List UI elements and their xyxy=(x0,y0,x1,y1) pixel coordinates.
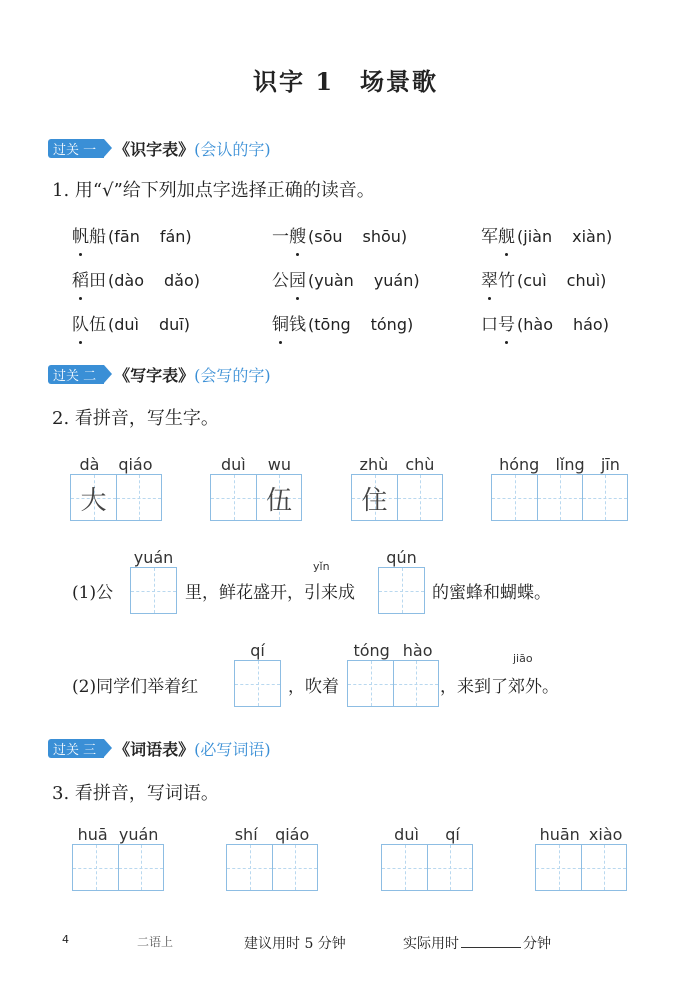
writing-cell[interactable] xyxy=(71,475,116,520)
pinyin-option-1[interactable]: dào xyxy=(114,271,144,290)
dotted-char: 翠 xyxy=(481,266,498,291)
pinyin-label: hóng lǐng jīn xyxy=(499,455,620,474)
sentence-1-start: (1)公 xyxy=(72,583,114,603)
char: 竹 xyxy=(498,271,515,291)
pinyin-options: (sōu shōu) xyxy=(308,227,408,246)
char: 田 xyxy=(89,271,106,291)
pinyin-option-1[interactable]: sōu xyxy=(314,227,343,246)
tianzige-grid xyxy=(381,844,473,891)
page-number: 4 xyxy=(62,933,69,946)
tianzige-grid xyxy=(70,474,162,521)
reading-choice-item xyxy=(481,266,606,291)
writing-cell[interactable] xyxy=(382,845,427,890)
writing-cell[interactable] xyxy=(256,475,301,520)
pinyin-option-2[interactable]: chuì xyxy=(566,271,601,290)
question-1-prompt: 1. 用“√”给下列加点字选择正确的读音。 xyxy=(52,180,375,201)
dotted-char: 队 xyxy=(72,310,89,335)
question-2-prompt: 2. 看拼音，写生字。 xyxy=(52,408,219,429)
pinyin-jiao: jiāo xyxy=(513,652,533,665)
pinyin-label: qún xyxy=(386,548,417,567)
pinyin-label: zhù chù xyxy=(359,455,435,474)
writing-cell[interactable] xyxy=(492,475,537,520)
pinyin-label: huā yuán xyxy=(77,825,159,844)
writing-cell[interactable] xyxy=(118,845,163,890)
sentence-1-end: 的蜜蜂和蝴蝶。 xyxy=(432,583,551,603)
pinyin-label: tóng hào xyxy=(353,641,433,660)
lesson-number: 识字 1 xyxy=(252,67,335,96)
pinyin-option-1[interactable]: tōng xyxy=(314,315,351,334)
pinyin-option-2[interactable]: dǎo xyxy=(164,271,194,290)
lesson-name: 场景歌 xyxy=(360,67,439,96)
reading-choice-item xyxy=(481,310,609,335)
word xyxy=(272,310,306,335)
char: 公 xyxy=(272,271,289,291)
pinyin-option-2[interactable]: háo xyxy=(572,315,603,334)
writing-cell[interactable] xyxy=(537,475,582,520)
pinyin-options: (yuàn yuán) xyxy=(308,271,420,290)
sentence-2-blank-2[interactable] xyxy=(347,638,439,707)
writing-grid-group xyxy=(226,822,318,891)
tianzige-grid xyxy=(535,844,627,891)
word xyxy=(72,266,106,291)
dotted-char: 艘 xyxy=(289,222,306,247)
char: 钱 xyxy=(289,315,306,335)
writing-grid-group xyxy=(535,822,627,891)
suggested-time: 建议用时 5 分钟 xyxy=(244,936,346,952)
pinyin-options: (jiàn xiàn) xyxy=(517,227,613,246)
dotted-char: 帆 xyxy=(72,222,89,247)
word xyxy=(272,222,306,247)
writing-cell[interactable] xyxy=(227,845,272,890)
section-header-3 xyxy=(48,737,271,760)
pinyin-option-2[interactable]: shōu xyxy=(362,227,401,246)
page-title xyxy=(0,62,691,97)
pinyin-label: huān xiào xyxy=(539,825,623,844)
reading-choice-item xyxy=(72,222,192,247)
pinyin-options: (tōng tóng) xyxy=(308,315,414,334)
pinyin-options: (hào háo) xyxy=(517,315,609,334)
pinyin-option-2[interactable]: fán xyxy=(159,227,186,246)
pinyin-label: shí qiáo xyxy=(234,825,310,844)
section-badge: 过关 三 xyxy=(48,739,104,758)
writing-cell[interactable] xyxy=(211,475,256,520)
actual-time: 实际用时 分钟 xyxy=(403,936,551,952)
book-label: 二语上 xyxy=(137,935,174,949)
section-note: (会写的字) xyxy=(194,366,271,385)
sentence-2-end: ，来到了郊外。 xyxy=(440,677,559,697)
pinyin-option-1[interactable]: hào xyxy=(523,315,553,334)
section-header-2 xyxy=(48,363,271,386)
writing-cell[interactable] xyxy=(379,568,424,613)
pinyin-option-2[interactable]: duī xyxy=(159,315,184,334)
word xyxy=(481,266,515,291)
given-char: 伍 xyxy=(265,486,292,516)
writing-cell[interactable] xyxy=(582,475,627,520)
sentence-2-blank-1[interactable] xyxy=(234,638,281,707)
writing-cell[interactable] xyxy=(427,845,472,890)
reading-choice-item xyxy=(272,222,407,247)
reading-choice-item xyxy=(272,266,420,291)
char: 军 xyxy=(481,227,498,247)
section-note: (会认的字) xyxy=(194,140,271,159)
writing-cell[interactable] xyxy=(272,845,317,890)
char: 伍 xyxy=(89,315,106,335)
pinyin-option-2[interactable]: yuán xyxy=(373,271,414,290)
section-book: 《写字表》 xyxy=(114,366,195,385)
question-3-prompt: 3. 看拼音，写词语。 xyxy=(52,783,219,804)
section-badge: 过关 二 xyxy=(48,365,104,384)
pinyin-option-1[interactable]: jiàn xyxy=(523,227,553,246)
char: 一 xyxy=(272,227,289,247)
sentence-1-blank-1[interactable] xyxy=(130,545,177,614)
tianzige-grid xyxy=(210,474,302,521)
writing-cell[interactable] xyxy=(131,568,176,613)
pinyin-label: duì qí xyxy=(394,825,460,844)
word xyxy=(72,310,106,335)
given-char: 大 xyxy=(80,486,107,516)
pinyin-label: yuán xyxy=(133,548,174,567)
sentence-1-middle: 里，鲜花盛开，引来成 xyxy=(185,583,355,603)
pinyin-option-1[interactable]: cuì xyxy=(523,271,547,290)
dotted-char: 铜 xyxy=(272,310,289,335)
pinyin-option-1[interactable]: fān xyxy=(114,227,140,246)
pinyin-options: (fān fán) xyxy=(108,227,192,246)
pinyin-options: (duì duī) xyxy=(108,315,190,334)
tianzige-grid xyxy=(491,474,628,521)
word xyxy=(481,222,515,247)
word xyxy=(272,266,306,291)
writing-cell[interactable] xyxy=(581,845,626,890)
writing-cell[interactable] xyxy=(536,845,581,890)
reading-choice-item xyxy=(481,222,612,247)
sentence-2-middle: ，吹着 xyxy=(288,677,339,697)
reading-choice-item xyxy=(72,310,190,335)
tianzige-grid xyxy=(351,474,443,521)
writing-grid-group xyxy=(70,452,162,521)
writing-cell[interactable] xyxy=(235,661,280,706)
dotted-char: 号 xyxy=(498,310,515,335)
pinyin-options: (cuì chuì) xyxy=(517,271,607,290)
writing-cell[interactable] xyxy=(348,661,393,706)
sentence-2-start: (2)同学们举着红 xyxy=(72,677,199,697)
tianzige-grid xyxy=(72,844,164,891)
tianzige-grid xyxy=(226,844,318,891)
dotted-char: 园 xyxy=(289,266,306,291)
writing-cell[interactable] xyxy=(352,475,397,520)
writing-cell[interactable] xyxy=(116,475,161,520)
actual-time-input[interactable] xyxy=(461,935,521,948)
char: 口 xyxy=(481,315,498,335)
writing-cell[interactable] xyxy=(73,845,118,890)
section-note: (必写词语) xyxy=(194,740,271,759)
section-header-1 xyxy=(48,137,271,160)
dotted-char: 舰 xyxy=(498,222,515,247)
reading-choice-item xyxy=(272,310,413,335)
writing-grid-group xyxy=(72,822,164,891)
pinyin-yin: yǐn xyxy=(313,560,330,573)
pinyin-option-2[interactable]: tóng xyxy=(370,315,407,334)
writing-grid-group xyxy=(491,452,628,521)
word xyxy=(72,222,106,247)
pinyin-label: duì wu xyxy=(221,455,291,474)
writing-grid-group xyxy=(351,452,443,521)
given-char: 住 xyxy=(361,486,388,516)
sentence-1-blank-2[interactable] xyxy=(378,545,425,614)
section-book: 《识字表》 xyxy=(114,140,195,159)
writing-cell[interactable] xyxy=(397,475,442,520)
writing-grid-group xyxy=(381,822,473,891)
pinyin-options: (dào dǎo) xyxy=(108,271,200,290)
pinyin-label: dà qiáo xyxy=(79,455,153,474)
section-badge: 过关 一 xyxy=(48,139,104,158)
pinyin-option-2[interactable]: xiàn xyxy=(572,227,606,246)
pinyin-option-1[interactable]: duì xyxy=(114,315,139,334)
dotted-char: 稻 xyxy=(72,266,89,291)
pinyin-option-1[interactable]: yuàn xyxy=(314,271,354,290)
reading-choice-item xyxy=(72,266,200,291)
writing-grid-group xyxy=(210,452,302,521)
section-book: 《词语表》 xyxy=(114,740,195,759)
word xyxy=(481,310,515,335)
writing-cell[interactable] xyxy=(393,661,438,706)
char: 船 xyxy=(89,227,106,247)
pinyin-label: qí xyxy=(250,641,265,660)
